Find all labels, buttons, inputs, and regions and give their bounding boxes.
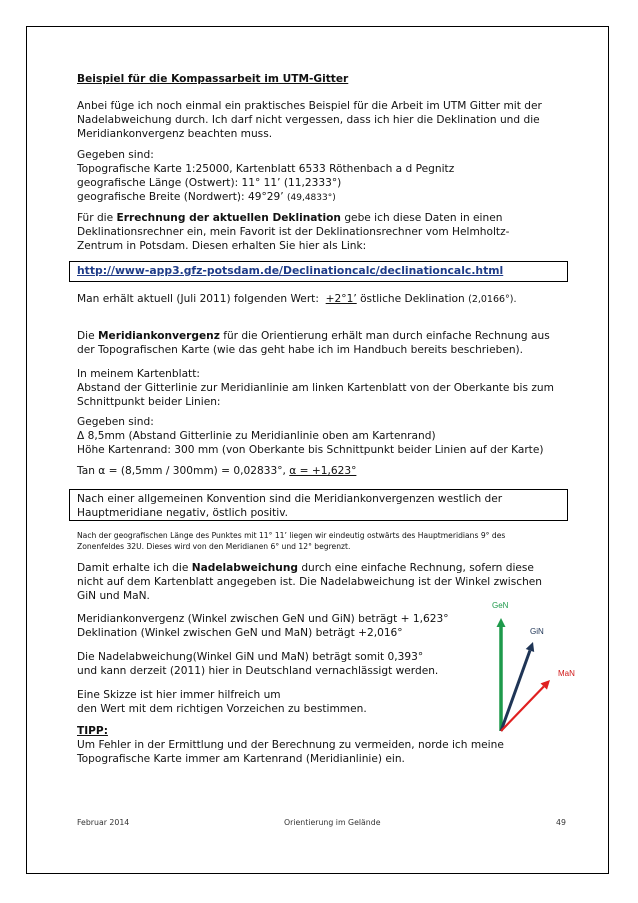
gen-label: GeN	[492, 601, 509, 610]
intro-paragraph	[77, 99, 567, 141]
gin-label: GiN	[530, 627, 544, 636]
north-arrows-diagram	[470, 590, 610, 740]
sheet-paragraph: In meinem Kartenblatt: Abstand der Gitterlinie zur Meridianlinie am linken Kartenblatt von der Oberkante bis zum Schnittpunkt beider Linien:	[77, 368, 554, 408]
given-data-1: Gegeben sind: Topografische Karte 1:25000, Kartenblatt 6533 Röthenbach a d Pegnitz geografische Länge (Ostwert): 11° 11’ (11,2333°) geografische Breite (Nordwert): 49°29’ (49,4833°)	[77, 149, 455, 203]
tip-title: TIPP:	[77, 725, 108, 737]
tan-formula: Tan α = (8,5mm / 300mm) = 0,02833°, α = +1,623°	[77, 465, 357, 477]
footnote-line: Nach der geografischen Länge des Punktes mit 11° 11’ liegen wir eindeutig ostwärts des Hauptmeridians 9° des	[77, 531, 506, 540]
intro-line: Nadelabweichung durch. Ich darf nicht vergessen, dass ich hier die Deklination und die	[77, 114, 540, 126]
result-line: Man erhält aktuell (Juli 2011) folgenden Wert: +2°1’ östliche Deklination (2,0166°).	[77, 293, 517, 305]
sketch-paragraph: Eine Skizze ist hier immer hilfreich um den Wert mit dem richtigen Vorzeichen zu bestimmen.	[77, 689, 367, 715]
footer-title: Orientierung im Gelände	[284, 818, 381, 827]
footnote-line: Zonenfeldes 32U. Dieses wird von den Meridianen 6° und 12° begrenzt.	[77, 542, 351, 551]
tip-paragraph: TIPP: Um Fehler in der Ermittlung und der Berechnung zu vermeiden, norde ich meine Topografische Karte immer am Kartenrand (Meridianlinie) ein.	[77, 724, 567, 766]
difference-paragraph: Die Nadelabweichung(Winkel GiN und MaN) beträgt somit 0,393° und kann derzeit (2011) hier in Deutschland vernachlässigt werden.	[77, 651, 439, 677]
section-heading: Beispiel für die Kompassarbeit im UTM-Gitter	[77, 73, 349, 85]
nadel-paragraph: Damit erhalte ich die Nadelabweichung durch eine einfache Rechnung, sofern diese nicht auf dem Kartenblatt angegeben ist. Die Nadelabweichung ist der Winkel zwischen GiN und MaN.	[77, 562, 543, 602]
declination-link[interactable]: http://www-app3.gfz-potsdam.de/Declinationcalc/declinationcalc.html	[77, 264, 504, 277]
given-data-2: Gegeben sind: Δ 8,5mm (Abstand Gitterlinie zu Meridianlinie oben am Kartenrand) Höhe Kartenrand: 300 mm (von Oberkante bis Schnittpunkt beider Linien auf der Karte)	[77, 416, 544, 456]
footer-date: Februar 2014	[77, 818, 130, 827]
man-label: MaN	[558, 669, 575, 678]
gin-arrow	[501, 650, 530, 731]
calc-paragraph: Für die Errechnung der aktuellen Deklination gebe ich diese Daten in einen Deklinationsrechner ein, mein Favorit ist der Deklinationsrechner vom Helmholtz- Zentrum in Potsdam. Diesen erhalten Sie hier als Link:	[77, 212, 510, 252]
intro-line: Anbei füge ich noch einmal ein praktisches Beispiel für die Arbeit im UTM Gitter mit der	[77, 100, 542, 112]
convention-text: Nach einer allgemeinen Konvention sind die Meridiankonvergenzen westlich der Hauptmeridiane negativ, östlich positiv.	[77, 493, 503, 519]
values-paragraph: Meridiankonvergenz (Winkel zwischen GeN und GiN) beträgt + 1,623° Deklination (Winkel zwischen GeN und MaN) beträgt +2,016°	[77, 613, 449, 639]
declination-link-row	[77, 264, 567, 278]
meridian-paragraph: Die Meridiankonvergenz für die Orientierung erhält man durch einfache Rechnung aus der Topografischen Karte (wie das geht habe ich im Handbuch bereits beschrieben).	[77, 330, 550, 356]
gen-arrow-head	[497, 618, 506, 627]
footer-page-number: 49	[556, 818, 566, 827]
intro-line: Meridiankonvergenz beachten muss.	[77, 128, 273, 140]
